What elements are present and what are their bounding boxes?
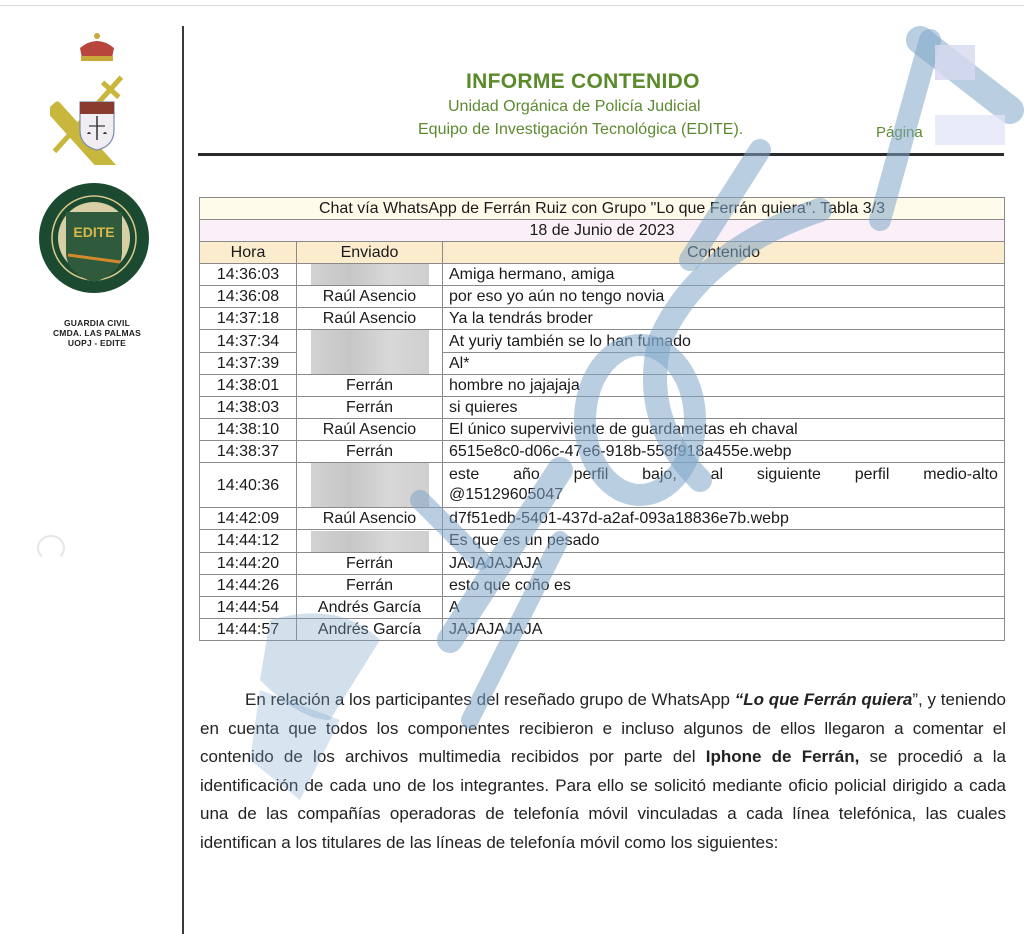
cell-hora: 14:37:34	[200, 330, 297, 353]
cell-hora: 14:44:20	[200, 552, 297, 574]
faint-circle-mark	[37, 535, 65, 561]
cell-contenido: Ya la tendrás broder	[443, 308, 1005, 330]
cell-enviado: Ferrán	[297, 397, 443, 419]
guardia-civil-crest-icon	[50, 30, 145, 165]
team-name: Equipo de Investigación Tecnológica (EDITE).	[418, 121, 744, 138]
table-row	[200, 552, 1005, 574]
cell-enviado: Andrés García	[297, 596, 443, 618]
cell-hora: 14:38:10	[200, 419, 297, 441]
word: al	[710, 466, 724, 484]
svg-text:EDITE: EDITE	[73, 224, 115, 240]
vertical-divider	[182, 26, 184, 934]
content-line-2: @15129605047	[449, 486, 564, 504]
cell-contenido: Amiga hermano, amiga	[443, 264, 1005, 286]
cell-hora: 14:44:26	[200, 574, 297, 596]
cell-enviado: Ferrán	[297, 375, 443, 397]
cell-hora: 14:36:03	[200, 264, 297, 286]
cell-enviado: Raúl Asencio	[297, 308, 443, 330]
column-header-contenido: Contenido	[443, 242, 1005, 264]
org-line: GUARDIA CIVIL	[63, 318, 131, 328]
table-row	[200, 308, 1005, 330]
word: bajo,	[642, 466, 677, 484]
table-row	[200, 375, 1005, 397]
cell-hora: 14:36:08	[200, 286, 297, 308]
cell-hora: 14:42:09	[200, 508, 297, 530]
cell-hora: 14:37:18	[200, 308, 297, 330]
table-row	[200, 530, 1005, 552]
table-row	[200, 330, 1005, 353]
table-date: 18 de Junio de 2023	[200, 220, 1005, 242]
cell-enviado-redacted	[297, 330, 443, 375]
cell-hora: 14:40:36	[200, 463, 297, 508]
cell-contenido: A	[443, 596, 1005, 618]
table-caption: Chat vía WhatsApp de Ferrán Ruiz con Grupo "Lo que Ferrán quiera". Tabla 3/3	[200, 198, 1005, 220]
cell-hora: 14:44:57	[200, 618, 297, 640]
table-row	[200, 508, 1005, 530]
left-sidebar	[0, 0, 180, 934]
word: medio-alto	[923, 466, 998, 484]
org-caption	[30, 318, 164, 348]
cell-contenido: esto que coño es	[443, 574, 1005, 596]
table-row	[200, 596, 1005, 618]
redaction-block	[311, 330, 429, 374]
cell-contenido: JAJAJAJAJA	[443, 618, 1005, 640]
body-paragraph	[200, 686, 1006, 858]
word: perfil	[573, 466, 609, 484]
content-line-1	[449, 465, 998, 485]
cell-hora: 14:38:37	[200, 441, 297, 463]
cell-contenido: 6515e8c0-d06c-47e6-918b-558f918a455e.webp	[443, 441, 1005, 463]
cell-hora: 14:38:03	[200, 397, 297, 419]
table-row	[200, 397, 1005, 419]
word: año	[513, 466, 540, 484]
redaction-overlay	[935, 45, 975, 80]
cell-enviado: Andrés García	[297, 618, 443, 640]
redaction-block	[311, 531, 429, 552]
column-header-hora: Hora	[200, 242, 297, 264]
paragraph-text: se procedió a la identificación de cada uno de los integrantes. Para ello se solicitó mediante oficio policial dirigido a cada una de las compañías operadoras de telefonía móvil vinculadas a cada línea telefónica, las cuales identifican a los titulares de las líneas de telefonía móvil como los siguientes:	[200, 747, 1006, 852]
page-label: Página	[876, 124, 923, 141]
cell-contenido: At yuriy también se lo han fumado	[443, 330, 1005, 353]
column-header-enviado: Enviado	[297, 242, 443, 264]
cell-hora: 14:44:54	[200, 596, 297, 618]
edite-logo-icon	[38, 182, 150, 294]
cell-contenido: Es que es un pesado	[443, 530, 1005, 552]
cell-enviado: Raúl Asencio	[297, 419, 443, 441]
cell-contenido: por eso yo aún no tengo novia	[443, 286, 1005, 308]
word: este	[449, 466, 480, 484]
cell-contenido: El único superviviente de guardametas eh chaval	[443, 419, 1005, 441]
cell-enviado: Ferrán	[297, 574, 443, 596]
group-name-emphasis: “Lo que Ferrán quiera	[734, 690, 913, 709]
cell-hora: 14:37:39	[200, 352, 297, 375]
redaction-overlay	[935, 115, 1005, 145]
cell-enviado: Ferrán	[297, 552, 443, 574]
table-row	[200, 463, 1005, 508]
cell-contenido: JAJAJAJAJA	[443, 552, 1005, 574]
cell-enviado-redacted	[297, 463, 443, 508]
report-title: INFORME CONTENIDO	[466, 70, 700, 93]
cell-hora: 14:38:01	[200, 375, 297, 397]
word: siguiente	[756, 466, 821, 484]
cell-enviado: Raúl Asencio	[297, 286, 443, 308]
cell-contenido: d7f51edb-5401-437d-a2af-093a18836e7b.webp	[443, 508, 1005, 530]
table-row	[200, 286, 1005, 308]
org-line: UOPJ - EDITE	[67, 338, 127, 348]
table-row	[200, 574, 1005, 596]
cell-enviado-redacted	[297, 264, 443, 286]
table-row	[200, 618, 1005, 640]
chat-table	[199, 197, 1005, 641]
redaction-block	[311, 264, 429, 285]
cell-contenido-multiline	[443, 463, 1005, 508]
device-name-emphasis: Iphone de Ferrán,	[705, 747, 860, 767]
cell-enviado: Raúl Asencio	[297, 508, 443, 530]
table-row	[200, 264, 1005, 286]
cell-contenido: hombre no jajajaja	[443, 375, 1005, 397]
paragraph-text: ”, y teniendo en cuenta que todos los componentes recibieron e incluso algunos de ellos llegaron a comentar el contenido de los archivos multimedia recibidos por parte del	[200, 690, 1006, 767]
word: perfil	[854, 466, 890, 484]
unit-name: Unidad Orgánica de Policía Judicial	[448, 98, 701, 115]
redaction-block	[311, 463, 429, 507]
cell-contenido: Al*	[443, 352, 1005, 375]
cell-enviado: Ferrán	[297, 441, 443, 463]
table-row	[200, 441, 1005, 463]
table-row	[200, 419, 1005, 441]
cell-contenido: si quieres	[443, 397, 1005, 419]
cell-hora: 14:44:12	[200, 530, 297, 552]
paragraph-text: En relación a los participantes del reseñado grupo de WhatsApp	[245, 690, 735, 709]
header-divider	[198, 153, 1004, 156]
org-line: CMDA. LAS PALMAS	[52, 328, 142, 338]
cell-enviado-redacted	[297, 530, 443, 552]
